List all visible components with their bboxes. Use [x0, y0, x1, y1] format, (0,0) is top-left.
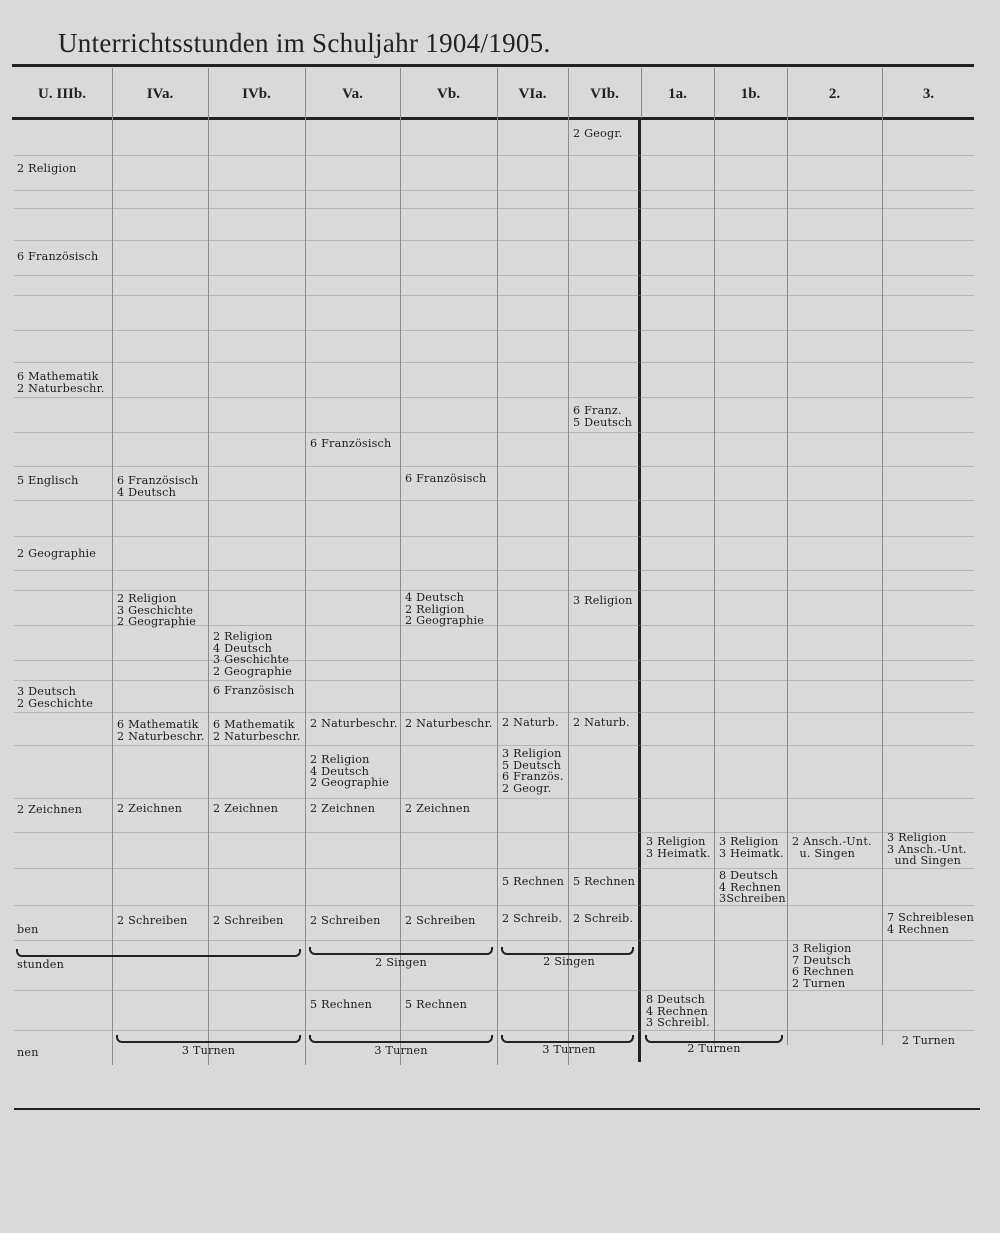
timetable-cell: 2 Turnen	[901, 1034, 956, 1047]
timetable-cell: 2 Religion	[17, 162, 77, 175]
row-rule	[14, 240, 974, 241]
row-rule	[14, 536, 974, 537]
column-header: U. IIIb.	[38, 86, 86, 102]
timetable-cell: 2 Religion 4 Deutsch 3 Geschichte 2 Geographie	[213, 630, 293, 678]
timetable-cell: 3 Religion	[573, 594, 633, 607]
timetable-cell: 2 Schreiben	[310, 914, 381, 927]
timetable-cell: 2 Schreiben	[405, 914, 476, 927]
timetable-cell: 2 Zeichnen	[405, 802, 471, 815]
timetable-cell: stunden	[17, 958, 65, 971]
merge-brace	[309, 1035, 493, 1043]
column-header: VIa.	[518, 86, 547, 102]
timetable-cell: 6 Französisch	[405, 472, 487, 485]
timetable-cell: 6 Französisch	[310, 437, 392, 450]
timetable-cell: 3 Religion 3 Heimatk.	[719, 835, 784, 860]
timetable-cell: 2 Religion 4 Deutsch 2 Geographie	[310, 753, 390, 790]
timetable-cell: 5 Englisch	[17, 474, 79, 487]
row-rule	[14, 745, 974, 746]
timetable-cell: 5 Rechnen	[405, 998, 468, 1011]
timetable-cell: 2 Schreiben	[117, 914, 188, 927]
row-rule	[14, 832, 974, 833]
column-header: 1b.	[740, 86, 761, 102]
row-rule	[14, 660, 974, 661]
merge-brace	[16, 949, 301, 957]
row-rule	[14, 868, 974, 869]
timetable-cell: 2 Singen	[375, 956, 427, 969]
timetable-cell: 7 Schreiblesen 4 Rechnen	[887, 911, 975, 936]
column-line	[112, 70, 113, 1065]
timetable-cell: 6 Mathematik 2 Naturbeschr.	[213, 718, 301, 743]
merge-brace	[309, 947, 493, 955]
row-rule	[14, 1030, 974, 1031]
row-rule	[14, 190, 974, 191]
timetable-cell: 6 Französisch	[213, 684, 295, 697]
timetable-cell: 3 Turnen	[374, 1044, 428, 1057]
timetable-cell: 3 Deutsch 2 Geschichte	[17, 685, 94, 710]
timetable-cell: 2 Ansch.-Unt. u. Singen	[792, 835, 872, 860]
timetable-cell: 5 Rechnen	[502, 875, 565, 888]
row-rule	[14, 500, 974, 501]
column-line	[305, 70, 306, 1065]
timetable-cell: 3 Religion 3 Heimatk.	[646, 835, 711, 860]
timetable-cell: 2 Naturbeschr.	[405, 717, 493, 730]
header-bottom-rule	[12, 117, 974, 120]
merge-brace	[501, 947, 634, 955]
column-header: IVb.	[242, 86, 271, 102]
timetable-cell: 5 Rechnen	[573, 875, 636, 888]
row-rule	[14, 712, 974, 713]
timetable-cell: 3 Religion 5 Deutsch 6 Französ. 2 Geogr.	[502, 747, 564, 795]
column-header: VIb.	[590, 86, 619, 102]
timetable-cell: 2 Schreib.	[573, 912, 634, 925]
row-rule	[14, 590, 974, 591]
row-rule	[14, 295, 974, 296]
timetable-cell: 2 Geographie	[17, 547, 97, 560]
column-line	[400, 70, 401, 1065]
row-rule	[14, 275, 974, 276]
row-rule	[14, 155, 974, 156]
column-header: IVa.	[146, 86, 174, 102]
timetable-cell: 3 Religion 3 Ansch.-Unt. und Singen	[887, 831, 967, 868]
timetable-cell: 2 Singen	[543, 955, 595, 968]
row-rule	[14, 362, 974, 363]
merge-brace	[116, 1035, 301, 1043]
timetable-cell: 2 Naturb.	[502, 716, 559, 729]
timetable-cell: 4 Deutsch 2 Religion 2 Geographie	[405, 591, 485, 628]
column-header: 1a.	[668, 86, 687, 102]
merge-brace	[501, 1035, 634, 1043]
timetable-cell: 2 Naturb.	[573, 716, 630, 729]
row-rule	[14, 905, 974, 906]
column-line	[497, 70, 498, 1065]
timetable-cell: 2 Naturbeschr.	[310, 717, 398, 730]
row-rule	[14, 432, 974, 433]
timetable-cell: 2 Religion 3 Geschichte 2 Geographie	[117, 592, 197, 629]
bottom-rule	[14, 1108, 980, 1110]
timetable-cell: 2 Zeichnen	[17, 803, 83, 816]
row-rule	[14, 570, 974, 571]
timetable-cell: 3 Religion 7 Deutsch 6 Rechnen 2 Turnen	[792, 942, 855, 990]
row-rule	[14, 208, 974, 209]
timetable-cell: 2 Zeichnen	[310, 802, 376, 815]
timetable-cell: 2 Zeichnen	[117, 802, 183, 815]
timetable-cell: 6 Französisch	[17, 250, 99, 263]
column-header: Vb.	[437, 86, 460, 102]
row-rule	[14, 680, 974, 681]
column-header: 3.	[922, 86, 935, 102]
timetable-cell: 3 Turnen	[542, 1043, 596, 1056]
row-rule	[14, 397, 974, 398]
timetable-cell: 6 Französisch 4 Deutsch	[117, 474, 199, 499]
timetable-cell: 2 Zeichnen	[213, 802, 279, 815]
timetable-cell: ben	[17, 923, 39, 936]
timetable-cell: 3 Turnen	[181, 1044, 236, 1057]
row-rule	[14, 798, 974, 799]
timetable-cell: 8 Deutsch 4 Rechnen 3 Schreibl.	[646, 993, 710, 1030]
row-rule	[14, 940, 974, 941]
column-line	[714, 70, 715, 1045]
column-line	[787, 70, 788, 1045]
column-header: 2.	[828, 86, 841, 102]
column-header: Va.	[342, 86, 363, 102]
page-title: Unterrichtsstunden im Schuljahr 1904/1905.	[58, 28, 551, 58]
timetable-cell: 2 Schreib.	[502, 912, 563, 925]
timetable-cell: 8 Deutsch 4 Rechnen 3Schreiben	[719, 869, 786, 906]
column-line	[208, 70, 209, 1065]
timetable-cell: 6 Mathematik 2 Naturbeschr.	[117, 718, 205, 743]
row-rule	[14, 990, 974, 991]
timetable-cell: 2 Turnen	[687, 1042, 741, 1055]
timetable-cell: 5 Rechnen	[310, 998, 373, 1011]
header-top-rule	[12, 64, 974, 67]
row-rule	[14, 330, 974, 331]
timetable-cell: 2 Geogr.	[573, 127, 623, 140]
timetable-cell: 6 Franz. 5 Deutsch	[573, 404, 632, 429]
column-line	[568, 70, 569, 1065]
column-line	[882, 70, 883, 1045]
timetable-cell: 2 Schreiben	[213, 914, 284, 927]
row-rule	[14, 466, 974, 467]
timetable-cell: nen	[17, 1046, 39, 1059]
timetable-cell: 6 Mathematik 2 Naturbeschr.	[17, 370, 105, 395]
